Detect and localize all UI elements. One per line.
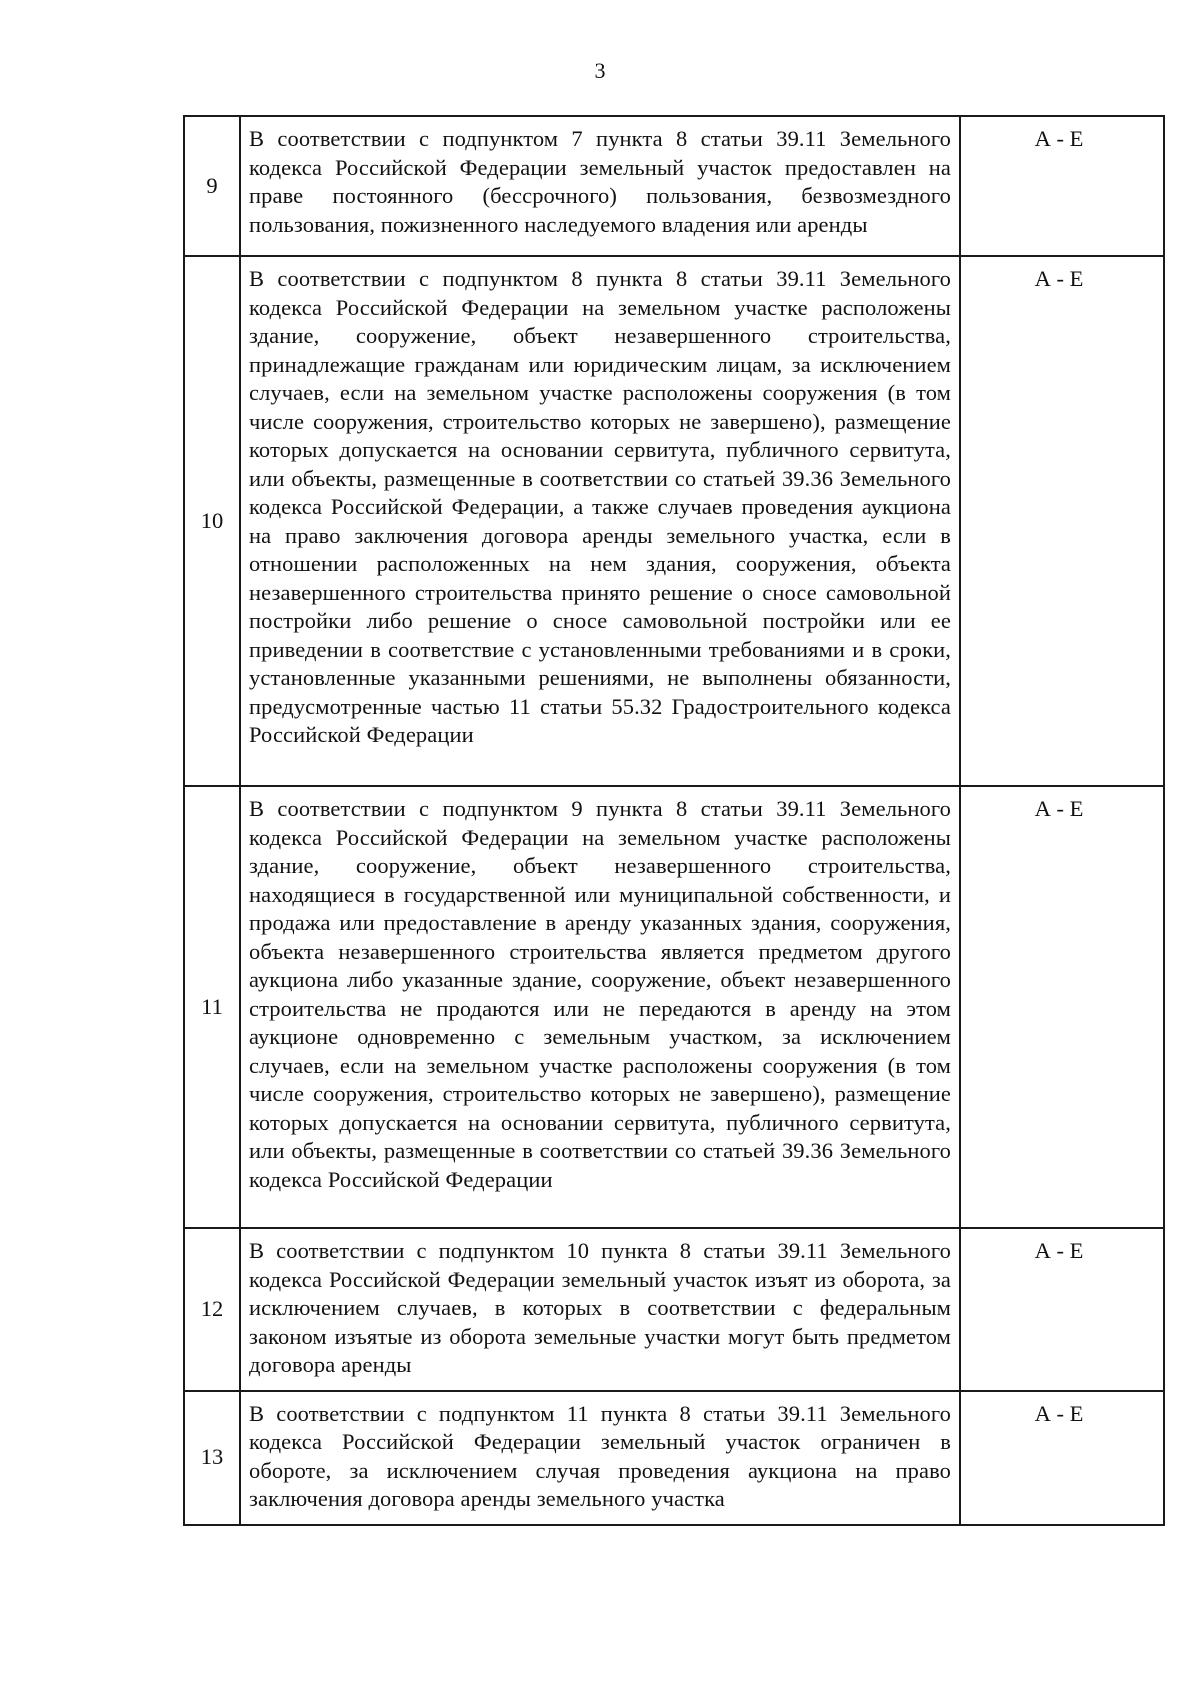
row-code: А - Е <box>960 256 1164 786</box>
page-number: 3 <box>594 58 606 83</box>
row-number: 9 <box>184 116 240 256</box>
row-text: В соответствии с подпунктом 7 пункта 8 статьи 39.11 Земельного кодекса Российской Федерации земельный участок предоставлен на праве постоянного (бессрочного) пользования, безвозмездного пользования, пожизненного наследуемого владения или аренды <box>240 116 960 256</box>
row-text: В соответствии с подпунктом 9 пункта 8 статьи 39.11 Земельного кодекса Российской Федерации на земельном участке расположены здание, сооружение, объект незавершенного строительства, находящиеся в государственной или муниципальной собственности, и продажа или предоставление в аренду указанных здания, сооружения, объекта незавершенного строительства является предметом другого аукциона либо указанные здание, сооружение, объект незавершенного строительства не продаются или не передаются в аренду на этом аукционе одновременно с земельным участком, за исключением случаев, если на земельном участке расположены сооружения (в том числе сооружения, строительство которых не завершено), размещение которых допускается на основании сервитута, публичного сервитута, или объекты, размещенные в соответствии со статьей 39.36 Земельного кодекса Российской Федерации <box>240 786 960 1228</box>
table-row <box>184 116 1164 256</box>
table-row <box>184 256 1164 786</box>
row-text: В соответствии с подпунктом 10 пункта 8 статьи 39.11 Земельного кодекса Российской Федерации земельный участок изъят из оборота, за исключением случаев, в которых в соответствии с федеральным законом изъятые из оборота земельные участки могут быть предметом договора аренды <box>240 1228 960 1391</box>
table-row <box>184 1228 1164 1391</box>
row-code: А - Е <box>960 116 1164 256</box>
row-number: 12 <box>184 1228 240 1391</box>
row-number: 10 <box>184 256 240 786</box>
row-code: А - Е <box>960 786 1164 1228</box>
row-text: В соответствии с подпунктом 8 пункта 8 статьи 39.11 Земельного кодекса Российской Федерации на земельном участке расположены здание, сооружение, объект незавершенного строительства, принадлежащие гражданам или юридическим лицам, за исключением случаев, если на земельном участке расположены сооружения (в том числе сооружения, строительство которых не завершено), размещение которых допускается на основании сервитута, публичного сервитута, или объекты, размещенные в соответствии со статьей 39.36 Земельного кодекса Российской Федерации, а также случаев проведения аукциона на право заключения договора аренды земельного участка, если в отношении расположенных на нем здания, сооружения, объекта незавершенного строительства принято решение о сносе самовольной постройки либо решение о сносе самовольной постройки или ее приведении в соответствие с установленными требованиями и в сроки, установленные указанными решениями, не выполнены обязанности, предусмотренные частью 11 статьи 55.32 Градостроительного кодекса Российской Федерации <box>240 256 960 786</box>
row-text: В соответствии с подпунктом 11 пункта 8 статьи 39.11 Земельного кодекса Российской Федерации земельный участок ограничен в обороте, за исключением случая проведения аукциона на право заключения договора аренды земельного участка <box>240 1391 960 1525</box>
row-code: А - Е <box>960 1391 1164 1525</box>
row-code: А - Е <box>960 1228 1164 1391</box>
criteria-table <box>183 115 1165 1526</box>
row-number: 11 <box>184 786 240 1228</box>
table-row <box>184 786 1164 1228</box>
table-row <box>184 1391 1164 1525</box>
row-number: 13 <box>184 1391 240 1525</box>
